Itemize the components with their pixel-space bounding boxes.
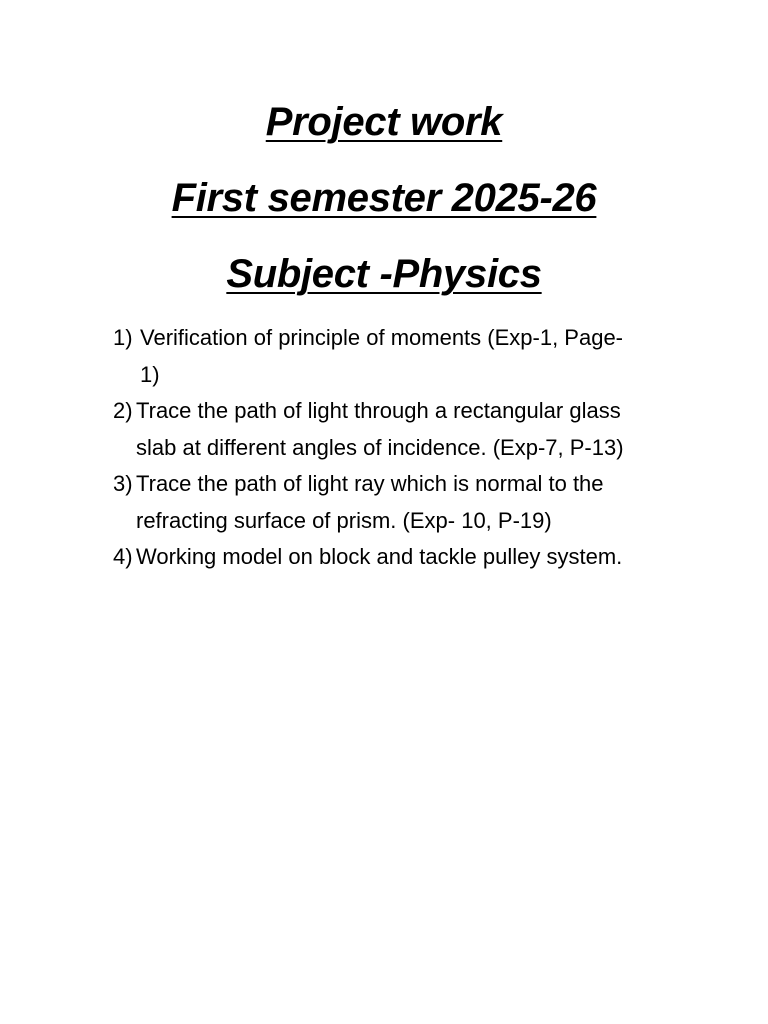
semester-heading: First semester 2025-26 [171,176,597,220]
list-item-text: Working model on block and tackle pulley system. [136,544,623,569]
list-item [113,320,693,393]
list-item [113,466,693,539]
list-item [113,539,693,576]
list-item-number: 2) [113,398,133,423]
list-item-text: Verification of principle of moments (Exp-1, Page- [140,325,624,350]
list-item-number: 1) [113,325,133,350]
list-item [113,393,693,466]
list-item-text: slab at different angles of incidence. (Exp-7, P-13) [136,434,624,460]
list-item-text: 1) [140,361,160,387]
subject-heading: Subject -Physics [226,252,542,296]
list-item-number: 3) [113,471,133,496]
list-item-number: 4) [113,544,133,569]
list-item-text: refracting surface of prism. (Exp- 10, P-19) [136,507,552,533]
list-item-text: Trace the path of light through a rectangular glass [136,398,621,423]
project-work-heading: Project work [265,100,503,144]
list-item-text: Trace the path of light ray which is normal to the [136,471,604,496]
experiment-list [113,320,693,576]
